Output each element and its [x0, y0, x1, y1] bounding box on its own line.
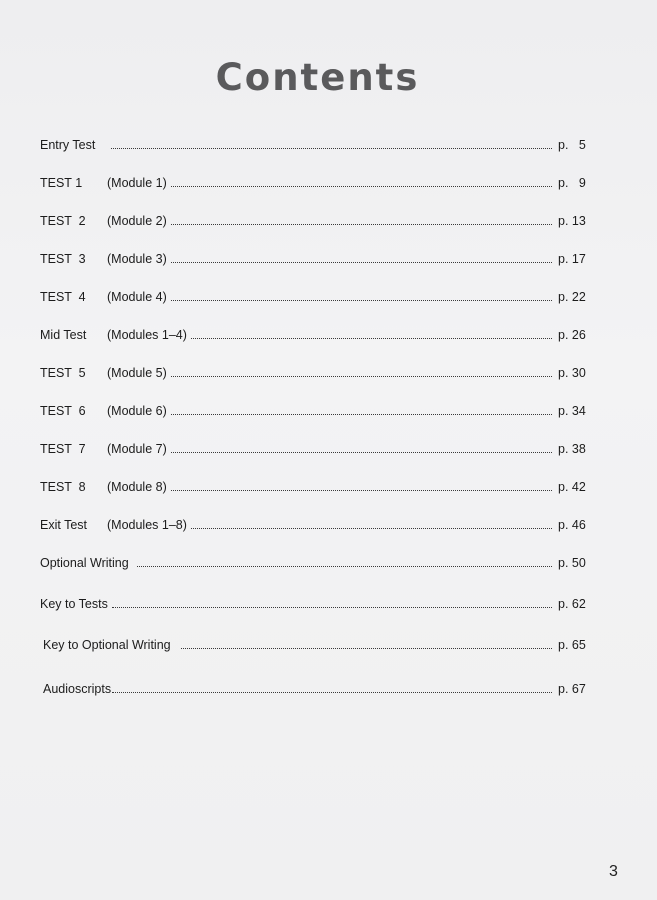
- toc-entry-page: p. 13: [558, 214, 586, 228]
- toc-entry-page: p. 9: [558, 176, 586, 190]
- toc-entry[interactable]: [40, 286, 592, 304]
- toc-entry-label: Audioscripts: [43, 682, 112, 696]
- toc-entry-module: (Module 8): [107, 480, 167, 494]
- toc-entry-page: p. 46: [558, 518, 586, 532]
- dot-leader: [112, 606, 552, 608]
- dot-leader: [171, 261, 552, 263]
- toc-entry-label: TEST 1: [40, 176, 83, 190]
- toc-entry[interactable]: [40, 172, 592, 190]
- toc-entry-label: Entry Test: [40, 138, 96, 152]
- dot-leader: [181, 647, 552, 649]
- toc-entry-label: TEST 6: [40, 404, 86, 418]
- dot-leader: [171, 185, 552, 187]
- toc-entry[interactable]: [40, 362, 592, 380]
- dot-leader: [111, 147, 552, 149]
- toc-entry-label: TEST 4: [40, 290, 86, 304]
- toc-entry-module: (Module 1): [107, 176, 167, 190]
- dot-leader: [171, 413, 552, 415]
- toc-entry[interactable]: [40, 438, 592, 456]
- toc-entry[interactable]: [43, 634, 592, 652]
- toc-entry-module: (Modules 1–4): [107, 328, 187, 342]
- toc-entry-page: p. 38: [558, 442, 586, 456]
- toc-entry[interactable]: [40, 552, 592, 570]
- toc-entry-module: (Module 3): [107, 252, 167, 266]
- toc-entry-module: (Module 4): [107, 290, 167, 304]
- toc-entry[interactable]: [40, 400, 592, 418]
- toc-entry[interactable]: [43, 678, 592, 696]
- toc-entry-page: p. 67: [558, 682, 586, 696]
- toc-entry-module: (Modules 1–8): [107, 518, 187, 532]
- toc-entry[interactable]: [40, 134, 592, 152]
- toc-entry-label: TEST 8: [40, 480, 86, 494]
- toc-entry-page: p. 17: [558, 252, 586, 266]
- toc-entry[interactable]: [40, 248, 592, 266]
- toc-entry-page: p. 62: [558, 597, 586, 611]
- toc-entry-label: TEST 5: [40, 366, 86, 380]
- toc-entry-module: (Module 2): [107, 214, 167, 228]
- toc-entry-page: p. 22: [558, 290, 586, 304]
- toc-entry-label: TEST 3: [40, 252, 86, 266]
- dot-leader: [171, 451, 552, 453]
- toc-entry-page: p. 34: [558, 404, 586, 418]
- toc-entry-page: p. 30: [558, 366, 586, 380]
- toc-entry-label: Mid Test: [40, 328, 87, 342]
- toc-entry[interactable]: [40, 593, 592, 611]
- page-number: 3: [609, 863, 618, 880]
- dot-leader: [191, 527, 552, 529]
- dot-leader: [112, 691, 552, 693]
- toc-entry-label: TEST 7: [40, 442, 86, 456]
- toc-entry-label: Exit Test: [40, 518, 88, 532]
- toc-entry[interactable]: [40, 324, 592, 342]
- toc-entry-page: p. 5: [558, 138, 586, 152]
- toc-entry-page: p. 50: [558, 556, 586, 570]
- toc-entry-page: p. 26: [558, 328, 586, 342]
- dot-leader: [171, 489, 552, 491]
- toc-entry-module: (Module 6): [107, 404, 167, 418]
- dot-leader: [171, 299, 552, 301]
- dot-leader: [137, 565, 552, 567]
- toc-entry-label: Key to Optional Writing: [43, 638, 171, 652]
- dot-leader: [171, 375, 552, 377]
- toc-entry-page: p. 65: [558, 638, 586, 652]
- toc-entry[interactable]: [40, 210, 592, 228]
- toc-entry-label: Optional Writing: [40, 556, 129, 570]
- dot-leader: [171, 223, 552, 225]
- toc-entry[interactable]: [40, 514, 592, 532]
- dot-leader: [191, 337, 552, 339]
- toc-entry-label: Key to Tests: [40, 597, 108, 611]
- toc-entry-page: p. 42: [558, 480, 586, 494]
- toc-entry-module: (Module 5): [107, 366, 167, 380]
- toc-entry-module: (Module 7): [107, 442, 167, 456]
- toc-entry[interactable]: [40, 476, 592, 494]
- toc-entry-label: TEST 2: [40, 214, 86, 228]
- page-title: Contents: [215, 56, 420, 99]
